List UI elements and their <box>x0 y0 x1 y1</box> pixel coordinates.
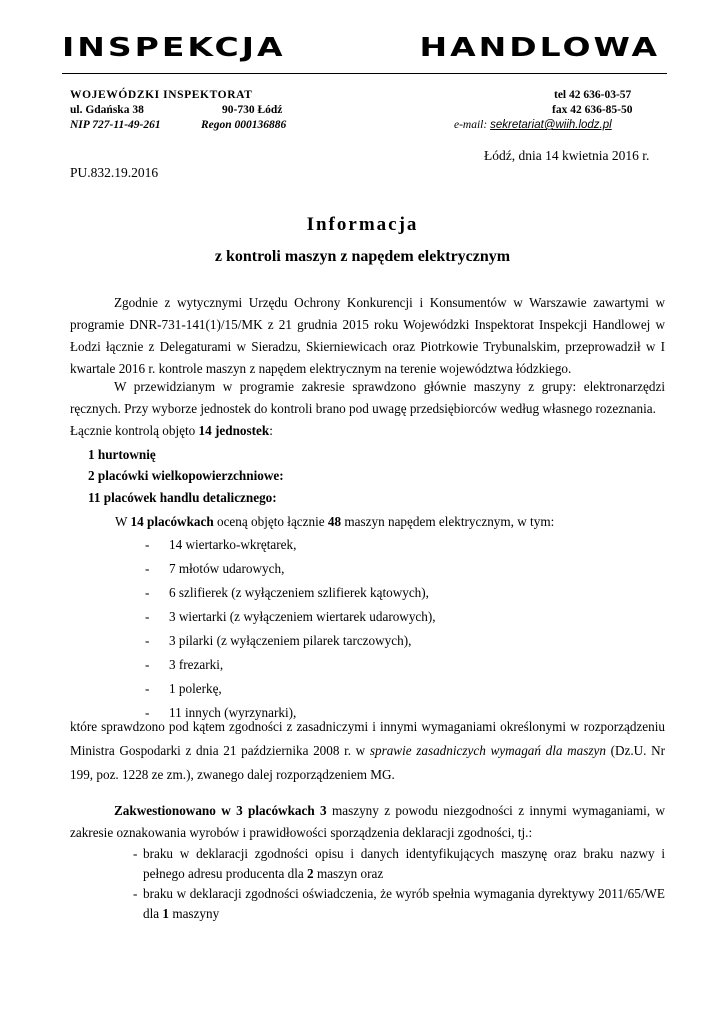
finding-item: - braku w deklaracji zgodności opisu i danych identyfikujących maszynę oraz braku nazwy i pełnego adresu producenta dla 2 maszyn oraz <box>133 846 665 881</box>
org-tel: tel 42 636-03-57 <box>554 89 632 101</box>
header-divider <box>62 73 667 74</box>
finding-item: - braku w deklaracji zgodności oświadczenia, że wyrób spełnia wymagania dyrektywy 2011/65/WE dla 1 maszyny <box>133 886 665 921</box>
reference-number: PU.832.19.2016 <box>70 165 159 180</box>
document-subtitle: z kontroli maszyn z napędem elektrycznym <box>214 248 511 265</box>
unit-item: 2 placówki wielkopowierzchniowe: <box>88 468 284 483</box>
paragraph-scope: W przewidzianym w programie zakresie sprawdzono głównie maszyny z grupy: elektronarzędzi ręcznych. Przy wyborze jednostek do kontroli brano pod uwagę przedsiębiorców według własnego rozeznania. <box>70 379 665 416</box>
letterhead-logo: INSPEKCJA HANDLOWA <box>62 31 660 63</box>
total-units: Łącznie kontrolą objęto 14 jednostek: <box>70 423 273 438</box>
paragraph-intro: Zgodnie z wytycznymi Urzędu Ochrony Konkurencji i Konsumentów w Warszawie zawartymi w programie DNR-731-141(1)/15/MK z 21 grudnia 2015 roku Wojewódzki Inspektorat Inspekcji Handlowej w Łodzi łącznie z Delegaturami w Sieradzu, Skierniewicach oraz Piotrkowie Trybunalskim, przeprowadził w I kwartale 2016 r. kontrole maszyn z napędem elektrycznym na terenie województwa łódzkiego. <box>70 295 665 376</box>
org-nip: NIP 727-11-49-261 <box>70 119 161 131</box>
paragraph-findings: Zakwestionowano w 3 placówkach 3 maszyny z powodu niezgodności z innymi wymaganiami, w zakresie oznakowania wyrobów i prawidłowości sporządzenia deklaracji zgodności, tj.: <box>70 803 665 840</box>
inspection-summary: W 14 placówkach oceną objęto łącznie 48 maszyn napędem elektrycznym, w tym: <box>115 514 555 529</box>
org-regon: Regon 000136886 <box>201 119 287 131</box>
org-name: WOJEWÓDZKI INSPEKTORAT <box>70 89 253 101</box>
unit-item: 11 placówek handlu detalicznego: <box>88 490 277 505</box>
date-line: Łódź, dnia 14 kwietnia 2016 r. <box>484 148 650 163</box>
email-label: e-mail: <box>454 119 488 131</box>
email-link[interactable]: sekretariat@wiih.lodz.pl <box>490 119 612 131</box>
org-fax: fax 42 636-85-50 <box>552 104 633 116</box>
unit-item: 1 hurtownię <box>88 447 156 462</box>
document-title: Informacja <box>306 214 419 235</box>
org-postal: 90-730 Łódź <box>222 104 283 116</box>
org-street: ul. Gdańska 38 <box>70 104 144 116</box>
paragraph-regulation: które sprawdzono pod kątem zgodności z zasadniczymi i innymi wymaganiami określonymi w rozporządzeniu Ministra Gospodarki z dnia 21 października 2008 r. w sprawie zasadniczych wymagań dla maszyn (Dz.U. Nr 199, poz. 1228 ze zm.), zwanego dalej rozporządzeniem MG. <box>70 719 665 782</box>
